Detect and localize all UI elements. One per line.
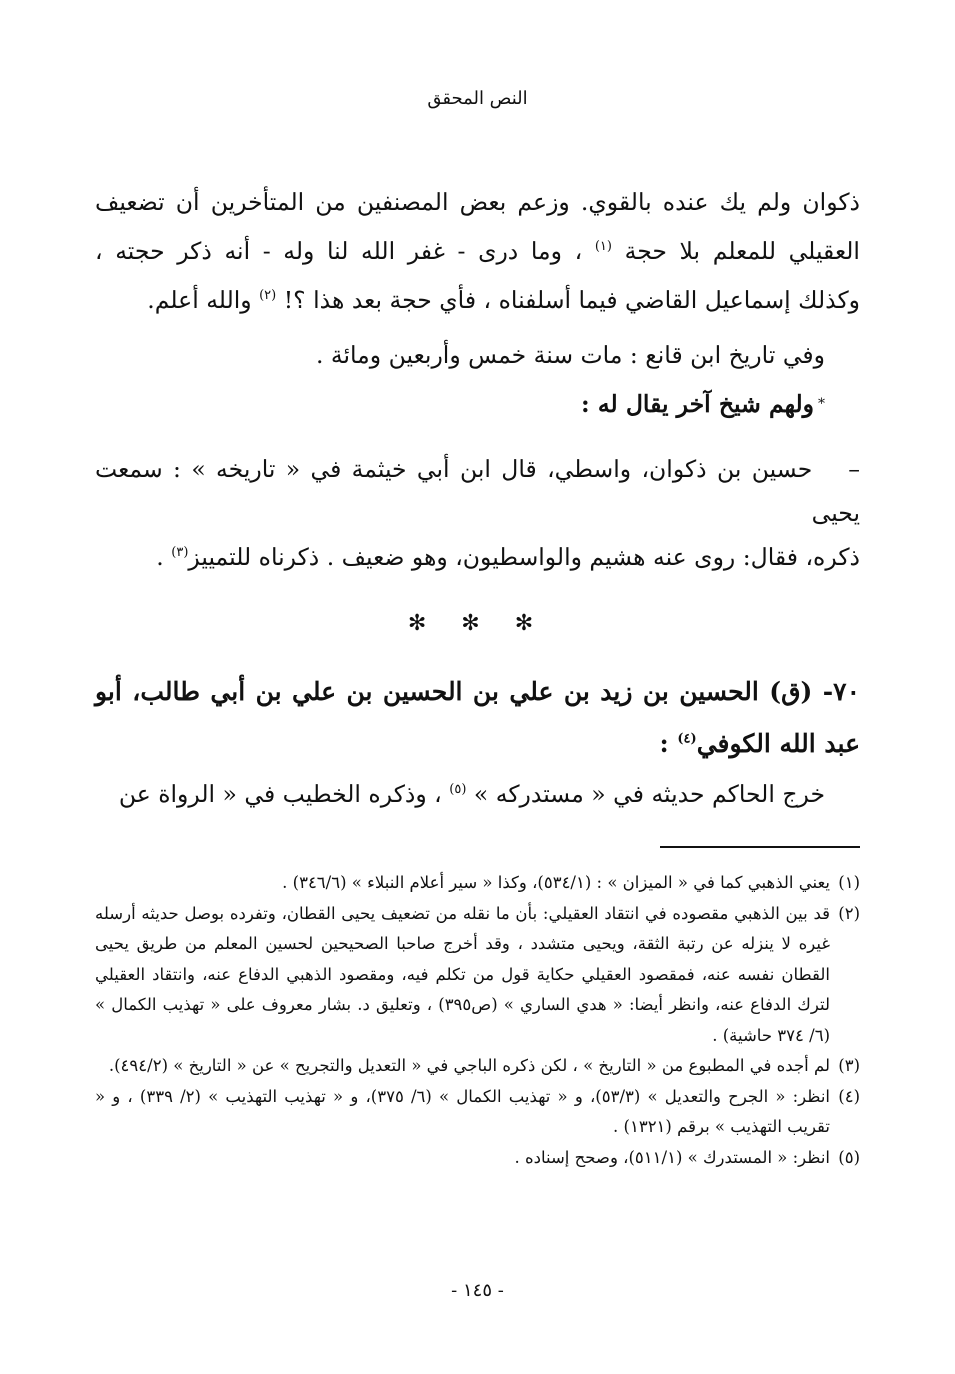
footnote-ref-4[interactable]: (٤) bbox=[677, 731, 697, 747]
narrator-line2-text: ذكره، فقال: روى عنه هشيم والواسطيون، وهو ضعيف . ذكرناه للتمييز bbox=[188, 543, 860, 571]
running-title: النص المحقق bbox=[427, 88, 528, 109]
footnote-5 bbox=[95, 1143, 860, 1174]
footnote-text: لم أجده في المطبوع من « التاريخ » ، لكن ذكره الباجي في « التعديل والتجريح » عن « التاريخ » (٤٩٤/٢). bbox=[108, 1056, 830, 1075]
footnote-ref-2[interactable]: (٢) bbox=[259, 288, 277, 304]
footnote-text: يعني الذهبي كما في « الميزان » : (٥٣٤/١)، وكذا « سير أعلام النبلاء » (٣٤٦/٦) . bbox=[282, 873, 830, 892]
para1-line3-start: وكذلك إسماعيل القاضي فيما أسلفناه ، فأي حجة بعد هذا ؟! bbox=[283, 286, 860, 314]
footnote-separator bbox=[660, 846, 860, 848]
para1-line3-end: والله أعلم. bbox=[147, 286, 252, 314]
entry-body bbox=[95, 770, 860, 819]
footnote-number: (٣) bbox=[838, 1056, 860, 1075]
footnote-number: (٤) bbox=[838, 1086, 860, 1106]
para1-line1: ذكوان ولم يك عنده بالقوي. وزعم بعض المصنفين من المتأخرين أن تضعيف bbox=[95, 188, 860, 216]
page-number: - ١٤٥ - bbox=[451, 1280, 504, 1301]
footnote-text: قد بين الذهبي مقصوده في انتقاد العقيلي: بأن ما نقله من تضعيف يحيى القطان، وتفرده بوصل حديثه أرسله غيره لا ينزله عن رتبة الثقة، ويحيى متشدد ، وقد أخرج صاحبا الصحيحين لحسين المعلم من طريق يحيى القطان نفسه عنه، فمقصود العقيلي حكاية قول من تكلم فيه، ومقصود الذهبي الدفاع عنه، وانتقاد العقيلي لترك الدفاع عنه، وانظر أيضا: « هدي الساري » (ص٣٩٥) ، وتعليق د. بشار معروف على « تهذيب الكمال » (٦/ ٣٧٤ حاشية) . bbox=[95, 903, 830, 1045]
entry-heading-line2 bbox=[95, 718, 860, 770]
entry-heading-line2-text: عبد الله الكوفي bbox=[696, 729, 860, 758]
footnote-2 bbox=[95, 899, 860, 1052]
para1-line2-start: العقيلي للمعلم بلا حجة bbox=[624, 237, 860, 265]
footnotes bbox=[95, 868, 860, 1173]
dash-mark: – bbox=[848, 455, 860, 483]
footnote-3 bbox=[95, 1051, 860, 1082]
narrator-line2-end: . bbox=[156, 543, 164, 571]
footnote-1 bbox=[95, 868, 860, 899]
para1-line2-end: ، وما درى - غفر الله لنا وله - أنه ذكر حجته ، bbox=[95, 237, 583, 265]
narrator-line1-text: حسين بن ذكوان، واسطي، قال ابن أبي خيثمة في « تاريخه » : سمعت يحيى bbox=[95, 455, 860, 527]
footnote-number: (٢) bbox=[838, 903, 860, 923]
para1-line2 bbox=[95, 227, 860, 276]
sub-heading-text: ولهم شيخ آخر يقال له : bbox=[581, 390, 814, 418]
footnote-ref-3[interactable]: (٣) bbox=[171, 545, 189, 561]
entry-heading-line1: ٧٠- (ق) الحسين بن زيد بن علي بن الحسين بن علي بن أبي طالب، أبو bbox=[95, 677, 860, 706]
asterisk-icon: * bbox=[818, 396, 825, 412]
narrator-line1 bbox=[95, 447, 860, 535]
entry-body-start: خرج الحاكم حديثه في « مستدركه » bbox=[473, 780, 825, 808]
footnote-number: (٥) bbox=[838, 1147, 860, 1167]
footnote-ref-5[interactable]: (٥) bbox=[449, 782, 467, 798]
entry-heading-end: : bbox=[659, 729, 669, 758]
section-separator: ✻ ✻ ✻ bbox=[407, 611, 548, 636]
main-text bbox=[95, 178, 860, 819]
footnote-number: (١) bbox=[838, 873, 860, 892]
footnote-4 bbox=[95, 1082, 860, 1143]
narrator-line2 bbox=[95, 535, 860, 579]
narrator-entry bbox=[95, 447, 860, 579]
footnote-text: انظر: « الجرح والتعديل » (٥٣/٣)، و « تهذيب الكمال » (٦/ ٣٧٥)، و « تهذيب التهذيب » (٢/ ٣٣٩) ، و « تقريب التهذيب » برقم (١٣٢١) . bbox=[95, 1086, 830, 1136]
footnote-ref-1[interactable]: (١) bbox=[594, 239, 612, 255]
entry-heading bbox=[95, 666, 860, 770]
entry-body-end: ، وذكره الخطيب في « الرواة عن bbox=[118, 780, 442, 808]
sub-heading bbox=[95, 380, 860, 429]
para1-line3 bbox=[95, 276, 860, 325]
para2: وفي تاريخ ابن قانع : مات سنة خمس وأربعين ومائة . bbox=[315, 341, 825, 369]
footnote-text: انظر: « المستدرك » (٥١١/١)، وصحح إسناده . bbox=[514, 1147, 830, 1167]
